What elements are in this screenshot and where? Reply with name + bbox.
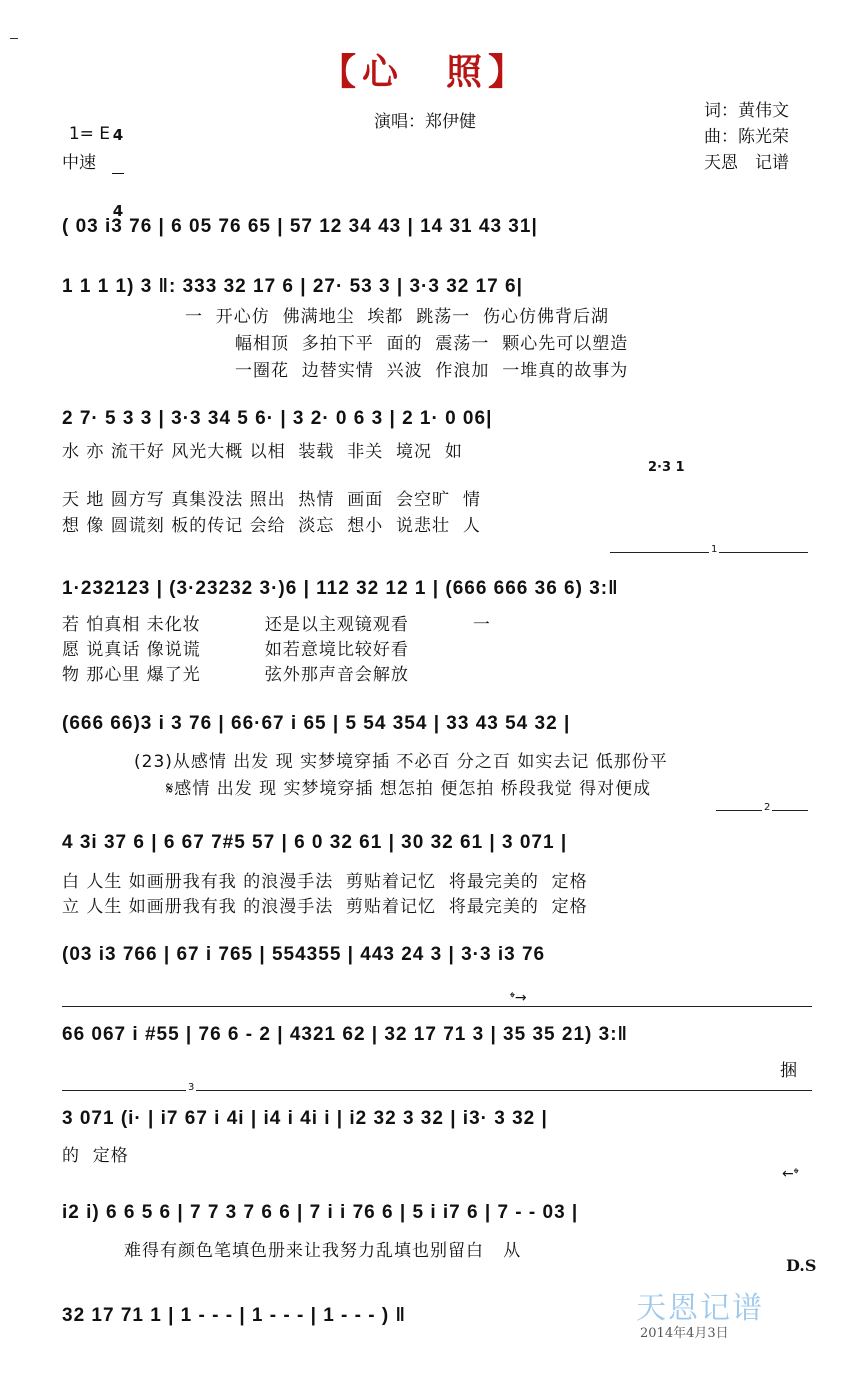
- score-line-10: i2 i) 6 6 5 6 | 7 7 3 7 6 6 | 7 i i 76 6 | 5 i i7 6 | 7 - - 03 |: [62, 1202, 579, 1223]
- alt-notes: 2·3 1: [648, 460, 685, 475]
- song-title: 【心 照】: [319, 52, 530, 93]
- singer: 演唱：郑伊健: [374, 112, 476, 132]
- key-label: 1= E: [68, 124, 111, 144]
- lyric-line: 捆: [780, 1061, 798, 1081]
- transcriber: 天恩 记谱: [704, 153, 789, 173]
- score-line-4: 1·232123 | (3·23232 3·)6 | 112 32 12 1 | (666 666 36 6) 3:‖: [62, 578, 619, 599]
- lyricist: 词：黄伟文: [704, 101, 789, 121]
- volta-1: 1: [610, 552, 808, 553]
- score-line-11: 32 17 71 1 | 1 - - - | 1 - - - | 1 - - - ) ‖: [62, 1305, 406, 1326]
- corner-mark: [10, 38, 18, 39]
- score-line-5: (666 66)3 i 3 76 | 66·67 i 65 | 5 54 354 | 33 43 54 32 |: [62, 713, 571, 734]
- lyric-line: 幅相顶 多拍下平 面的 震荡一 颗心先可以塑造: [235, 334, 629, 354]
- date: 2014年4月3日: [640, 1326, 729, 1341]
- score-line-6: 4 3i 37 6 | 6 67 7#5 57 | 6 0 32 61 | 30 32 61 | 3 071 |: [62, 832, 568, 853]
- volta-3: 3: [62, 1090, 812, 1091]
- lyric-line: 水 亦 流干好 风光大概 以相 装载 非关 境况 如: [62, 442, 463, 462]
- time-top: 4: [112, 126, 124, 144]
- score-line-1: ( 03 i3 76 | 6 05 76 65 | 57 12 34 43 | 14 31 43 31|: [62, 216, 538, 237]
- score-line-8: 66 067 i #55 | 76 6 - 2 | 4321 62 | 32 17 71 3 | 35 35 21) 3:‖: [62, 1024, 628, 1045]
- score-line-7: (03 i3 766 | 67 i 765 | 554355 | 443 24 3 | 3·3 i3 76: [62, 944, 546, 965]
- lyric-line: 天 地 圆方写 真集没法 照出 热情 画面 会空旷 情: [62, 490, 481, 510]
- time-bottom: 4: [112, 202, 124, 220]
- lyric-line: 立 人生 如画册我有我 的浪漫手法 剪贴着记忆 将最完美的 定格: [62, 897, 588, 917]
- score-line-9: 3 071 (i· | i7 67 i 4i | i4 i 4i i | i2 32 3 32 | i3· 3 32 |: [62, 1108, 548, 1129]
- lyric-line: 难得有颜色笔填色册来让我努力乱填也别留白 从: [124, 1241, 522, 1261]
- volta-line: [62, 1006, 812, 1007]
- time-signature: [112, 98, 124, 234]
- lyric-line: 一圈花 边替实情 兴波 作浪加 一堆真的故事为: [235, 361, 629, 381]
- score-line-2: 1 1 1 1) 3 ‖: 333 32 17 6 | 27· 53 3 | 3·3 32 17 6|: [62, 276, 523, 297]
- lyric-line: 的 定格: [62, 1146, 129, 1166]
- lyric-line: (23)从感情 出发 现 实梦境穿插 不必百 分之百 如实去记 低那份平: [134, 752, 668, 772]
- lyric-line: 物 那心里 爆了光 弦外那声音会解放: [62, 665, 409, 685]
- lyric-line: 想 像 圆谎刻 板的传记 会给 淡忘 想小 说悲壮 人: [62, 516, 481, 536]
- lyric-line: 一 开心仿 佛满地尘 埃都 跳荡一 伤心仿佛背后湖: [185, 307, 610, 327]
- lyric-line: 白 人生 如画册我有我 的浪漫手法 剪贴着记忆 将最完美的 定格: [62, 872, 588, 892]
- volta-2: 2: [716, 810, 808, 811]
- coda-sign: 𝄌→: [510, 990, 527, 1006]
- ds-marking: D.S: [786, 1256, 817, 1275]
- coda-sign-end: ←𝄌: [782, 1166, 799, 1182]
- lyric-line: 若 怕真相 未化妆 还是以主观镜观看 一: [62, 615, 491, 635]
- key-signature: [58, 104, 110, 144]
- score-line-3: 2 7· 5 3 3 | 3·3 34 5 6· | 3 2· 0 6 3 | 2 1· 0 06|: [62, 408, 493, 429]
- tempo: 中速: [62, 153, 96, 173]
- watermark: 天恩记谱: [636, 1291, 764, 1326]
- composer: 曲：陈光荣: [704, 127, 789, 147]
- lyric-line: 𝄋感情 出发 现 实梦境穿插 想怎拍 便怎拍 桥段我觉 得对便成: [166, 779, 652, 799]
- lyric-line: 愿 说真话 像说谎 如若意境比较好看: [62, 640, 409, 660]
